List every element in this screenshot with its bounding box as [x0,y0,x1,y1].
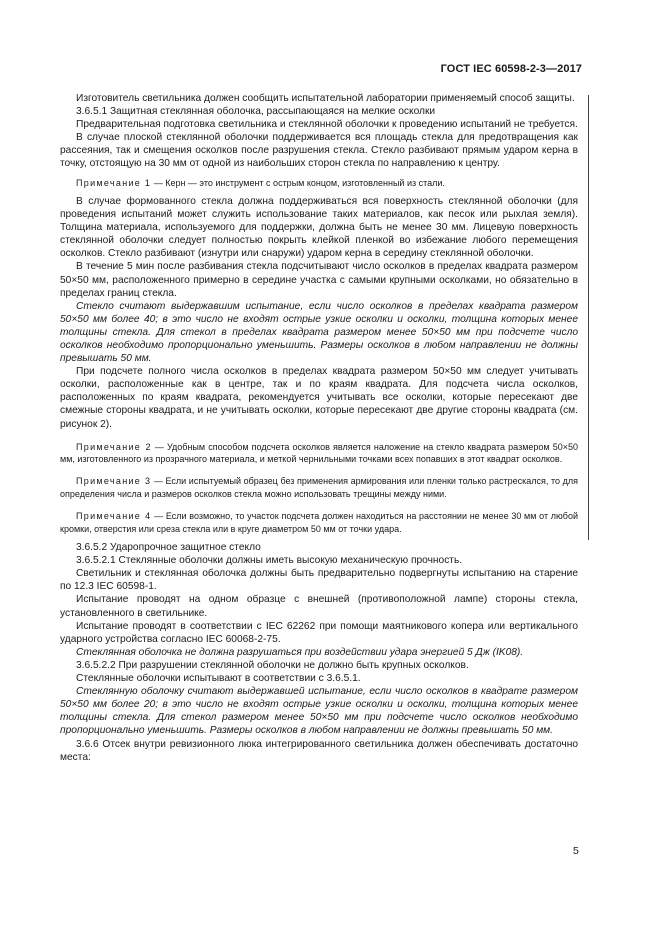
paragraph: Испытание проводят в соответствии с IEC 62262 при помощи маятникового копера или вертикального ударного устройства согласно IEC 60068-2-75. [60,620,578,645]
paragraph-criteria: Стеклянную оболочку считают выдержавшей испытание, если число осколков в квадрате размером 50×50 мм более 20; в это число не входят острые узкие осколки и осколки, толщина которых менее толщины стекла. Для стекол размером менее 50×50 мм при подсчете число осколков необходимо пропорционально уменьшить. Размеры осколков в любом направлении не должны превышать 50 мм. [60,686,578,737]
paragraph: Изготовитель светильника должен сообщить испытательной лаборатории применяемый способ защиты. [76,93,575,104]
paragraph: В течение 5 мин после разбивания стекла подсчитывают число осколков в пределах квадрата размером 50×50 мм, расположенного примерно в середине участка с самыми крупными осколками, но обязательно в пределах границ стекла. [60,261,578,299]
note-2 [60,441,578,466]
note-text: — Керн — это инструмент с острым концом, изготовленный из стали. [151,177,445,188]
paragraph: Светильник и стеклянная оболочка должны быть предварительно подвергнуты испытанию на старение по 12.3 IEC 60598-1. [60,568,578,593]
paragraph: Испытание проводят на одном образце с внешней (противоположной лампе) стороны стекла, установленного в светильнике. [60,594,578,619]
revision-bar [588,95,589,540]
document-body [60,92,578,764]
clause-heading: 3.6.5.1 Защитная стеклянная оболочка, рассыпающаяся на мелкие осколки [76,106,436,118]
paragraph-criteria: Стекло считают выдержавшим испытание, если число осколков в пределах квадрата размером 50×50 мм более 40; в это число не входят острые узкие осколки и осколки, толщина которых менее толщины стекла. Для стекол в пределах квадрата размером менее 50×50 мм при подсчете число осколков необходимо пропорционально уменьшить. Размеры осколков в любом направлении не должны превышать 50 мм. [60,300,578,365]
paragraph: В случае плоской стеклянной оболочки поддерживается вся площадь стекла для предотвращения как рассеяния, так и смещения осколков после разрушения стекла. Стекло разбивают прямым ударом керна в точку, отстоящую на 30 мм от одной из наибольших сторон стекла по направлению к центру. [60,132,578,170]
note-label: Примечание 4 [76,511,152,522]
note-text: — Удобным способом подсчета осколков является наложение на стекло квадрата размером 50×50 мм, изготовленного из прозрачного материала, и меткой чернильными точками всех попавших в этот квадрат осколков. [60,441,578,465]
page-number: 5 [573,845,579,857]
note-1 [60,177,578,189]
paragraph: Предварительная подготовка светильника и стеклянной оболочки к проведению испытаний не требуется. [76,119,578,131]
paragraph: 3.6.6 Отсек внутри ревизионного люка интегрированного светильника должен обеспечивать достаточно места: [60,738,578,763]
paragraph: 3.6.5.2.1 Стеклянные оболочки должны иметь высокую механическую прочность. [76,555,463,567]
clause-heading: 3.6.5.2 Ударопрочное защитное стекло [76,542,261,554]
note-text: — Если испытуемый образец без применения армирования или пленки только растрескался, то для определения числа и размеров осколков стекла можно использовать трещины между ними. [60,476,578,499]
paragraph: 3.6.5.2.2 При разрушении стеклянной оболочки не должно быть крупных осколков. [76,659,469,671]
note-label: Примечание 3 [76,476,152,487]
paragraph-criteria: Стеклянная оболочка не должна разрушаться при воздействии удара энергией 5 Дж (IK08). [76,646,524,658]
note-text: — Если возможно, то участок подсчета должен находиться на расстоянии не менее 30 мм от любой кромки, отверстия или среза стекла или в круге диаметром 50 мм от точки удара. [60,511,578,534]
note-3 [60,475,578,500]
standard-code-header: ГОСТ IEC 60598-2-3—2017 [440,63,582,75]
paragraph: В случае формованного стекла должна поддерживаться вся поверхность стеклянной оболочки (для проведения испытаний может служить использование таких материалов, как песок или рыхлая земля). Толщина материала, используемого для поддержки, должна быть не менее 30 мм. Лицевую поверхность стеклянной оболочки следует полностью покрыть клейкой пленкой во избежание любого перемещения осколков. Стекло разбивают (изнутри или снаружи) ударом керна в середину стеклянной оболочки. [60,195,578,260]
paragraph: Стеклянные оболочки испытывают в соответствии с 3.6.5.1. [76,673,361,685]
note-label: Примечание 1 [76,177,152,188]
note-label: Примечание 2 [76,441,152,452]
note-4 [60,510,578,535]
paragraph: При подсчете полного числа осколков в пределах квадрата размером 50×50 мм следует учитывать осколки, расположенные как в центре, так и по краям квадрата. Для подсчета числа осколков, расположенных по краям квадрата, рекомендуется учитывать все осколки, которые пересекают две смежные стороны квадрата, и не учитывать осколки, которые пересекают две другие стороны квадрата (см. рисунок 2). [60,366,578,430]
